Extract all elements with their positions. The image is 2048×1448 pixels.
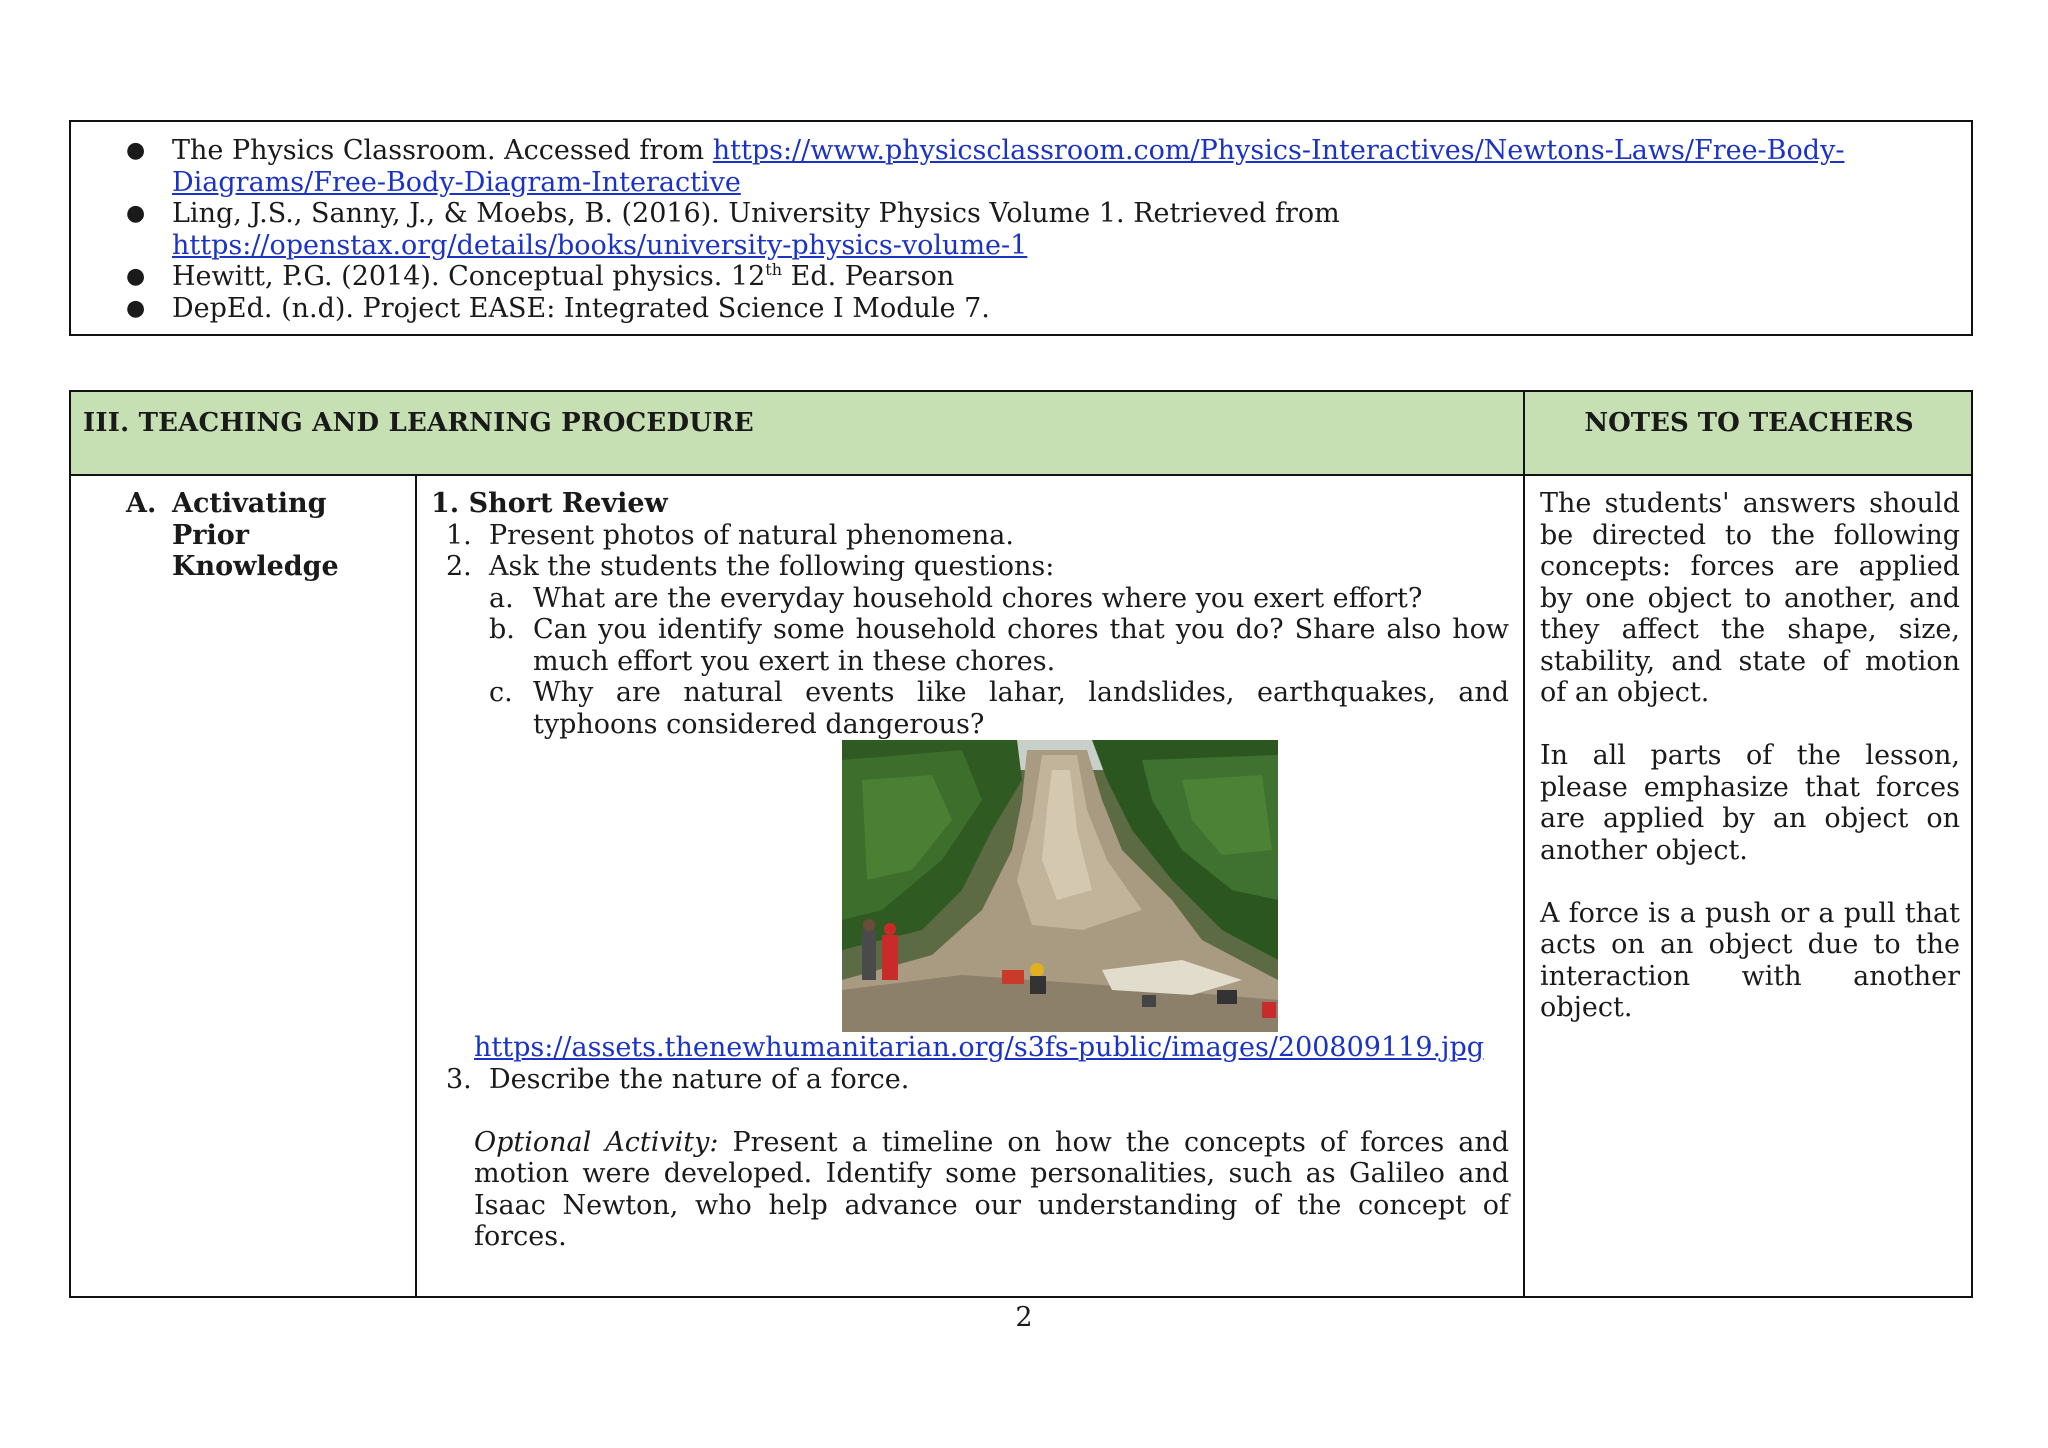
question-item xyxy=(431,583,1509,615)
step-text: Describe the nature of a force. xyxy=(489,1063,910,1095)
question-text: Can you identify some household chores that you do? Share also how much effort you exert in these chores. xyxy=(533,614,1509,677)
references-box xyxy=(69,120,1973,336)
page-number: 2 xyxy=(1015,1302,1033,1333)
question-letter: a. xyxy=(489,582,514,614)
optional-label: Optional Activity: xyxy=(474,1126,719,1158)
note-paragraph: The students' answers should be directed to the following concepts: forces are applied by one object to another, and they affect the shape, size, stability, and state of motion of an object. xyxy=(1540,488,1960,708)
note-paragraph: A force is a push or a pull that acts on an object due to the interaction with another object. xyxy=(1540,897,1960,1023)
procedure-table xyxy=(69,390,1973,1298)
optional-text: Present a timeline on how the concepts of forces and motion were developed. Identify some personalities, such as Galileo and Isaac Newton, who help advance our understanding of the concept of forces. xyxy=(474,1126,1510,1252)
step-number: 1. xyxy=(446,519,472,551)
photo-container xyxy=(431,740,1509,1032)
bullet-icon: ● xyxy=(126,138,146,163)
note-paragraph: In all parts of the lesson, please emphasize that forces are applied by an object on another object. xyxy=(1540,740,1960,866)
question-letter: b. xyxy=(489,614,515,645)
reference-link[interactable]: https://openstax.org/details/books/university-physics-volume-1 xyxy=(172,229,1028,261)
question-text: What are the everyday household chores where you exert effort? xyxy=(533,582,1423,614)
bullet-icon: ● xyxy=(126,295,146,321)
header-notes: NOTES TO TEACHERS xyxy=(1584,408,1914,438)
reference-text: Ed. Pearson xyxy=(782,261,955,292)
reference-item xyxy=(71,293,1971,325)
reference-item xyxy=(71,198,1971,261)
step-number: 2. xyxy=(446,551,472,582)
reference-item xyxy=(71,135,1971,198)
image-source-link[interactable]: https://assets.thenewhumanitarian.org/s3fs-public/images/200809119.jpg xyxy=(474,1032,1485,1063)
notes-cell xyxy=(1540,488,1960,1055)
section-title: Activating Prior Knowledge xyxy=(172,488,339,582)
references-list xyxy=(71,122,1971,324)
reference-text: Hewitt, P.G. (2014). Conceptual physics. 12 xyxy=(172,261,766,292)
question-item xyxy=(431,614,1509,677)
question-text: Why are natural events like lahar, landslides, earthquakes, and typhoons considered dangerous? xyxy=(533,677,1509,740)
landslide-photo xyxy=(842,740,1278,1032)
reference-item xyxy=(71,261,1971,293)
superscript: th xyxy=(765,260,783,279)
reference-text: DepEd. (n.d). Project EASE: Integrated Science I Module 7. xyxy=(172,292,990,324)
procedure-cell xyxy=(431,488,1509,1253)
step-text: Ask the students the following questions: xyxy=(489,551,1055,582)
column-divider xyxy=(415,474,417,1296)
question-item xyxy=(431,677,1509,740)
column-divider xyxy=(1523,392,1525,1296)
question-letter: c. xyxy=(489,677,513,708)
step-item xyxy=(431,520,1509,552)
step-item xyxy=(431,1064,1509,1096)
image-source xyxy=(431,1032,1509,1064)
review-heading: 1. Short Review xyxy=(431,488,668,519)
section-letter: A. xyxy=(126,488,157,519)
bullet-icon: ● xyxy=(126,201,146,226)
bullet-icon: ● xyxy=(126,264,146,289)
reference-text: The Physics Classroom. Accessed from xyxy=(172,135,713,166)
reference-link[interactable]: https://www.physicsclassroom.com/Physics-Interactives/Newtons-Laws/Free-Body-Diagrams/Free-Body-Diagram-Interactive xyxy=(172,135,1845,198)
step-number: 3. xyxy=(446,1063,472,1095)
header-procedure: III. TEACHING AND LEARNING PROCEDURE xyxy=(83,408,754,438)
table-header xyxy=(71,392,1971,476)
step-item xyxy=(431,551,1509,583)
optional-activity xyxy=(431,1127,1509,1253)
reference-text: Ling, J.S., Sanny, J., & Moebs, B. (2016). University Physics Volume 1. Retrieved from xyxy=(172,198,1340,229)
step-text: Present photos of natural phenomena. xyxy=(489,519,1014,551)
